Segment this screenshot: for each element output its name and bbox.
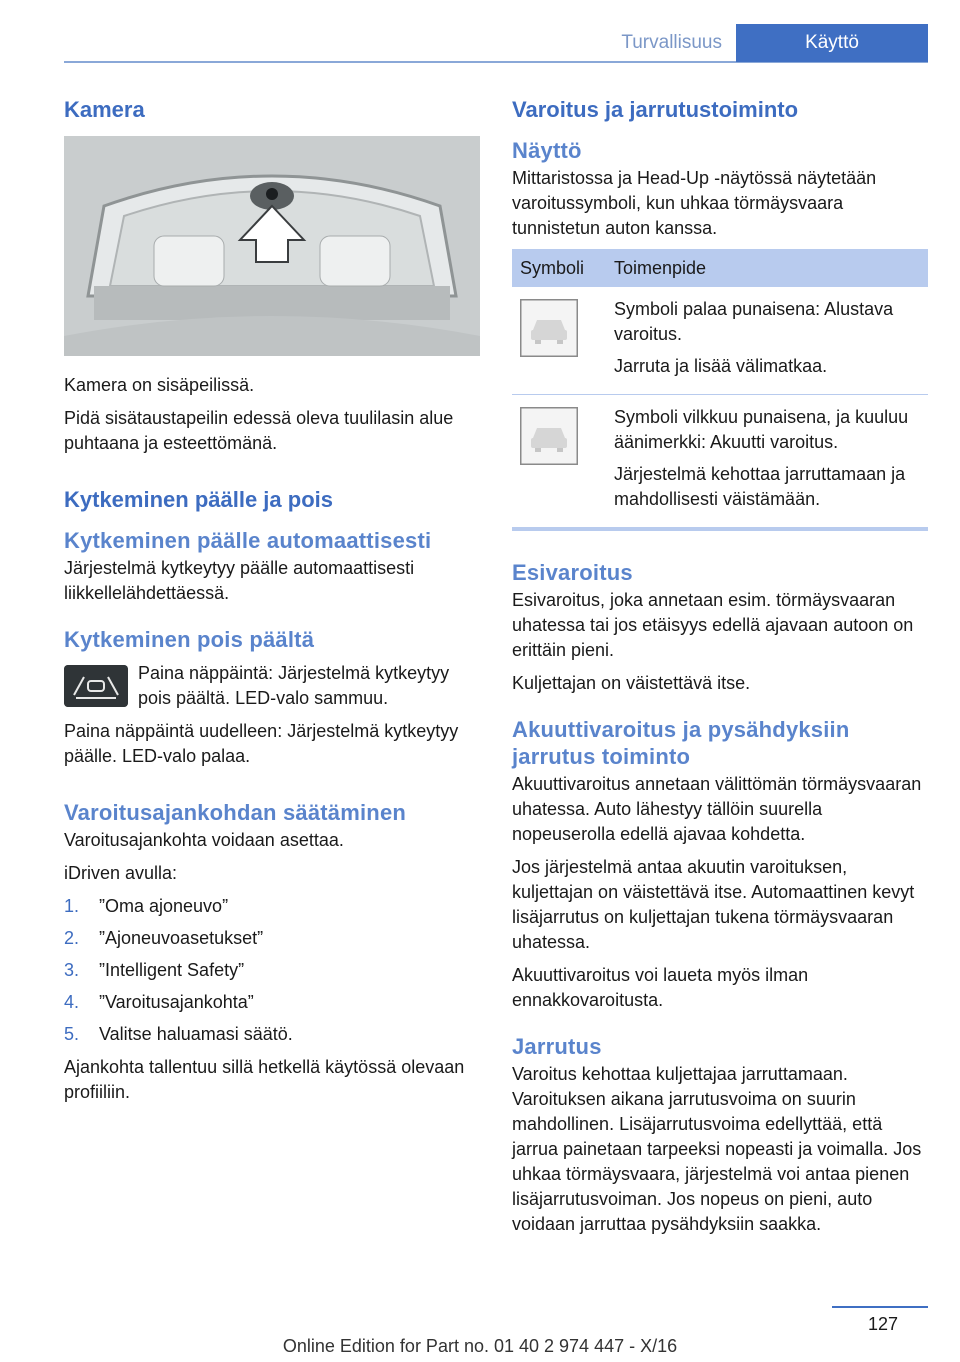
step-text: Valitse haluamasi säätö.: [99, 1024, 293, 1044]
step-text: ”Varoitusajankohta”: [99, 992, 254, 1012]
off-heading: Kytkeminen pois päältä: [64, 627, 315, 652]
table-header-row: [512, 249, 928, 287]
page-number: 127: [867, 1314, 898, 1334]
acute-warning-heading: Akuuttivaroitus ja pysähdyksiin jarrutus toiminto: [512, 717, 850, 769]
timing-paragraph-3: Ajankohta tallentuu sillä hetkellä käytössä olevaan profiiliin.: [64, 1057, 465, 1102]
collision-warning-button-icon: [64, 665, 128, 707]
col-action-header: Toimenpide: [606, 249, 928, 287]
car-warning-flashing-symbol-icon: [520, 407, 578, 465]
warning-heading: Varoitus ja jarrutustoiminto: [512, 97, 799, 122]
row1-text-b: Jarruta ja lisää välimatkaa.: [614, 356, 828, 376]
acute-paragraph-2: Jos järjestelmä antaa akuutin varoituksen, kuljettajan on väistettävä itse. Automaattinen kevyt lisäjarrutus on kuljettajan tukena törmäysvaaran uhatessa.: [512, 857, 915, 952]
step-number: 5.: [64, 1024, 80, 1044]
list-item: [64, 958, 480, 983]
table-row: [512, 395, 928, 530]
camera-heading: Kamera: [64, 97, 145, 122]
symbol-table: [512, 249, 928, 531]
right-column: [512, 96, 928, 1245]
off-paragraph-2: Paina näppäintä uudelleen: Järjestelmä kytkeytyy päälle. LED-valo palaa.: [64, 721, 459, 766]
step-number: 3.: [64, 960, 80, 980]
header-section-tab[interactable]: Turvallisuus: [621, 32, 722, 53]
table-row: [512, 287, 928, 395]
list-item: [64, 1022, 480, 1047]
row1-text-a: Symboli palaa punaisena: Alustava varoitus.: [614, 299, 894, 344]
idrive-steps-list: [64, 894, 480, 1047]
list-item: [64, 894, 480, 919]
braking-heading: Jarrutus: [512, 1034, 602, 1059]
camera-paragraph-2: Pidä sisätaustapeilin edessä oleva tuulilasin alue puhtaana ja esteettömänä.: [64, 408, 454, 453]
off-instruction: [64, 661, 480, 711]
camera-paragraph-1: Kamera on sisäpeilissä.: [64, 375, 255, 395]
onoff-heading: Kytkeminen päälle ja pois: [64, 487, 333, 512]
footer-rule: [832, 1306, 928, 1308]
auto-on-paragraph: Järjestelmä kytkeytyy päälle automaattisesti liikkellelähdettäessä.: [64, 558, 415, 603]
step-text: ”Oma ajoneuvo”: [99, 896, 229, 916]
prewarning-heading: Esivaroitus: [512, 560, 633, 585]
timing-paragraph-2: iDriven avulla:: [64, 863, 178, 883]
car-warning-symbol-icon: [520, 299, 578, 357]
display-heading: Näyttö: [512, 138, 582, 163]
acute-paragraph-3: Akuuttivaroitus voi laueta myös ilman ennakkovaroitusta.: [512, 965, 809, 1010]
list-item: [64, 926, 480, 951]
step-text: ”Intelligent Safety”: [99, 960, 245, 980]
col-symbol-header: Symboli: [512, 249, 606, 287]
camera-illustration: [64, 136, 480, 356]
row2-text-b: Järjestelmä kehottaa jarruttamaan ja mahdollisesti väistämään.: [614, 464, 906, 509]
left-column: [64, 96, 480, 1113]
list-item: [64, 990, 480, 1015]
timing-paragraph-1: Varoitusajankohta voidaan asettaa.: [64, 830, 344, 850]
braking-paragraph: Varoitus kehottaa kuljettajaa jarruttamaan. Varoituksen aikana jarrutusvoima on suurin mahdollinen. Lisäjarrutusvoima edellyttää, että jarrua painetaan tarpeeksi nopeasti ja voimalla. Jos uhkaa törmäysvaara, järjestelmä voi antaa pienen lisäjarrutusvoiman. Jos nopeus on pieni, auto voidaan jarruttaa pysähdyksiin saakka.: [512, 1064, 922, 1234]
auto-on-heading: Kytkeminen päälle automaattisesti: [64, 528, 432, 553]
prewarning-paragraph-1: Esivaroitus, joka annetaan esim. törmäysvaaran uhatessa tai jos etäisyys edellä ajavaan autoon on erittäin pieni.: [512, 590, 914, 660]
step-number: 1.: [64, 896, 80, 916]
step-number: 4.: [64, 992, 80, 1012]
step-number: 2.: [64, 928, 80, 948]
display-paragraph: Mittaristossa ja Head-Up -näytössä näytetään varoitussymboli, kun uhkaa törmäysvaara tunnistetun auton kanssa.: [512, 168, 877, 238]
step-text: ”Ajoneuvoasetukset”: [99, 928, 264, 948]
prewarning-paragraph-2: Kuljettajan on väistettävä itse.: [512, 673, 751, 693]
off-paragraph-1: Paina näppäintä: Järjestelmä kytkeytyy pois päältä. LED-valo sammuu.: [138, 663, 450, 708]
row2-text-a: Symboli vilkkuu punaisena, ja kuuluu äänimerkki: Akuutti varoitus.: [614, 407, 909, 452]
header-chapter-tab[interactable]: Käyttö: [736, 24, 928, 62]
timing-heading: Varoitusajankohdan säätäminen: [64, 800, 407, 825]
acute-paragraph-1: Akuuttivaroitus annetaan välittömän törmäysvaaran uhatessa. Auto lähestyy tällöin suurella nopeuserolla edellä ajavaa kohdetta.: [512, 774, 922, 844]
edition-footer: Online Edition for Part no. 01 40 2 974 447 - X/16: [282, 1336, 678, 1356]
